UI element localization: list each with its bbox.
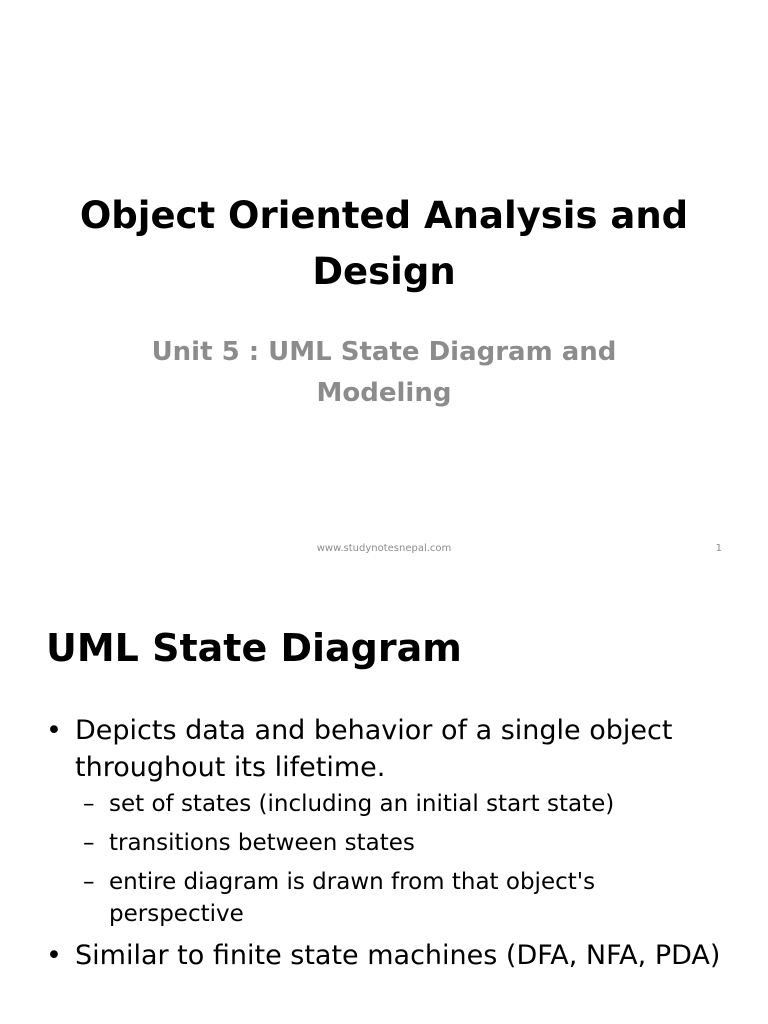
bullet-text: Similar to finite state machines (DFA, NFA, PDA) bbox=[75, 940, 721, 971]
sub-bullet-list bbox=[75, 788, 722, 930]
dash-icon: – bbox=[83, 830, 95, 856]
slide-2 bbox=[0, 576, 768, 1024]
bullet-item bbox=[46, 712, 722, 930]
page-number: 1 bbox=[715, 543, 722, 554]
slide-heading: UML State Diagram bbox=[46, 626, 462, 670]
sub-bullet-item bbox=[75, 827, 722, 859]
slide-subtitle: Unit 5 : UML State Diagram and Modeling bbox=[151, 337, 617, 408]
bullet-item bbox=[46, 937, 722, 974]
dash-icon: – bbox=[83, 791, 95, 817]
bullet-list bbox=[46, 712, 722, 974]
bullet-text: Depicts data and behavior of a single object throughout its lifetime. bbox=[75, 715, 673, 783]
sub-bullet-text: set of states (including an initial start state) bbox=[109, 791, 615, 817]
sub-bullet-item bbox=[75, 788, 722, 820]
footer-url: www.studynotesnepal.com bbox=[316, 543, 452, 554]
slide-title: Object Oriented Analysis and Design bbox=[79, 194, 689, 293]
dash-icon: – bbox=[83, 869, 95, 895]
sub-bullet-text: transitions between states bbox=[109, 830, 415, 856]
bullet-dot-icon: • bbox=[46, 940, 62, 971]
bullet-dot-icon: • bbox=[46, 715, 62, 746]
sub-bullet-text: entire diagram is drawn from that object's perspective bbox=[109, 869, 596, 927]
sub-bullet-item bbox=[75, 866, 722, 930]
